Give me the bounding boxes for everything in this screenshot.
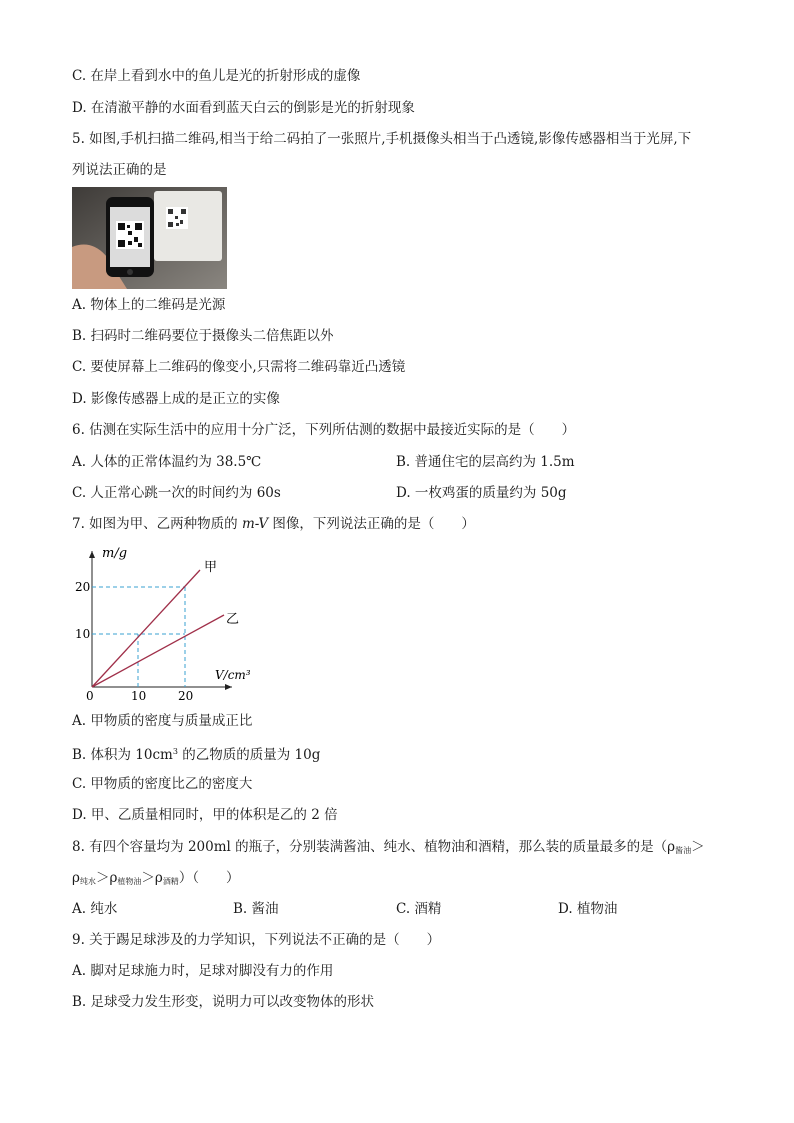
q9-option-a: A. 脚对足球施力时，足球对脚没有力的作用 (72, 963, 334, 979)
q7-stem (72, 515, 475, 533)
q8-sub-soy: 酱油 (675, 846, 692, 855)
q5-option-a: A. 物体上的二维码是光源 (72, 297, 226, 313)
q9-stem: 9. 关于踢足球涉及的力学知识，下列说法不正确的是（ ） (72, 932, 441, 948)
q4-option-c: C. 在岸上看到水中的鱼儿是光的折射形成的虚像 (72, 68, 361, 84)
q8-rho-1: ρ (72, 870, 80, 886)
q8-stem-line1 (72, 838, 705, 860)
q7-option-a: A. 甲物质的密度与质量成正比 (72, 713, 253, 729)
label-jia: 甲 (204, 560, 218, 575)
line-yi (92, 615, 224, 687)
q8-option-c: C. 酒精 (396, 901, 442, 917)
x-tick-10: 10 (131, 689, 147, 703)
q8-option-a: A. 纯水 (72, 901, 118, 917)
q8-gt-1: ＞ (691, 839, 705, 855)
q8-stem-text: 8. 有四个容量均为 200ml 的瓶子，分别装满酱油、纯水、植物油和酒精，那么装的质量最多的是（ρ (72, 839, 676, 855)
q6-stem: 6. 估测在实际生活中的应用十分广泛，下列所估测的数据中最接近实际的是（ ） (72, 422, 576, 438)
x-tick-20: 20 (178, 689, 194, 703)
q9-option-b: B. 足球受力发生形变，说明力可以改变物体的形状 (72, 994, 375, 1010)
x-axis-unit: V/cm³ (215, 668, 251, 682)
q7-option-b-part1: B. 体积为 10cm (72, 747, 173, 763)
q7-option-b (72, 743, 320, 764)
q7-stem-part2: 图像，下列说法正确的是（ ） (268, 516, 475, 532)
q7-stem-mv: m-V (241, 516, 269, 532)
y-tick-20: 20 (75, 580, 91, 594)
q8-stem-line2 (72, 869, 240, 891)
q5-option-c: C. 要使屏幕上二维码的像变小,只需将二维码靠近凸透镜 (72, 359, 406, 375)
origin-label: 0 (86, 689, 94, 703)
qr-scan-photo (72, 187, 227, 289)
q8-option-d: D. 植物油 (558, 901, 618, 917)
q8-tail: ）（ ） (178, 870, 240, 886)
q5-option-d: D. 影像传感器上成的是正立的实像 (72, 391, 280, 407)
q6-option-d: D. 一枚鸡蛋的质量约为 50g (396, 485, 567, 501)
q8-gt-2: ＞ (95, 870, 110, 886)
q7-option-b-part2: 的乙物质的质量为 10g (177, 747, 321, 763)
q8-gt-3: ＞ (141, 870, 155, 886)
q5-stem-line1: 5. 如图,手机扫描二维码,相当于给二码拍了一张照片,手机摄像头相当于凸透镜,影像传感器相当于光屏,下 (72, 131, 692, 147)
y-axis-arrow (89, 551, 95, 558)
q8-sub-alcohol: 酒精 (162, 877, 179, 886)
q4-option-d: D. 在清澈平静的水面看到蓝天白云的倒影是光的折射现象 (72, 100, 415, 116)
y-axis-unit: m/g (102, 546, 128, 561)
m-v-graph (72, 543, 252, 703)
y-tick-10: 10 (75, 627, 91, 641)
q7-stem-part1: 7. 如图为甲、乙两种物质的 (72, 516, 242, 532)
label-yi: 乙 (226, 612, 240, 627)
q5-stem-line2: 列说法正确的是 (72, 162, 167, 178)
q6-option-b: B. 普通住宅的层高约为 1.5m (396, 454, 575, 470)
q8-rho-2: ρ (109, 870, 118, 886)
line-jia (92, 570, 200, 687)
q8-option-b: B. 酱油 (233, 901, 279, 917)
q8-sub-oil: 植物油 (117, 877, 142, 886)
q8-sub-water: 纯水 (79, 877, 96, 886)
x-axis-arrow (225, 684, 232, 690)
qr-scan-illustration (72, 187, 227, 289)
q6-option-a: A. 人体的正常体温约为 38.5℃ (72, 454, 262, 470)
q8-rho-3: ρ (154, 870, 163, 886)
q6-option-c: C. 人正常心跳一次的时间约为 60s (72, 485, 281, 501)
q7-option-d: D. 甲、乙质量相同时，甲的体积是乙的 2 倍 (72, 807, 338, 823)
q7-option-b-sup: 3 (172, 747, 178, 756)
q7-option-c: C. 甲物质的密度比乙的密度大 (72, 776, 253, 792)
q5-option-b: B. 扫码时二维码要位于摄像头二倍焦距以外 (72, 328, 334, 344)
